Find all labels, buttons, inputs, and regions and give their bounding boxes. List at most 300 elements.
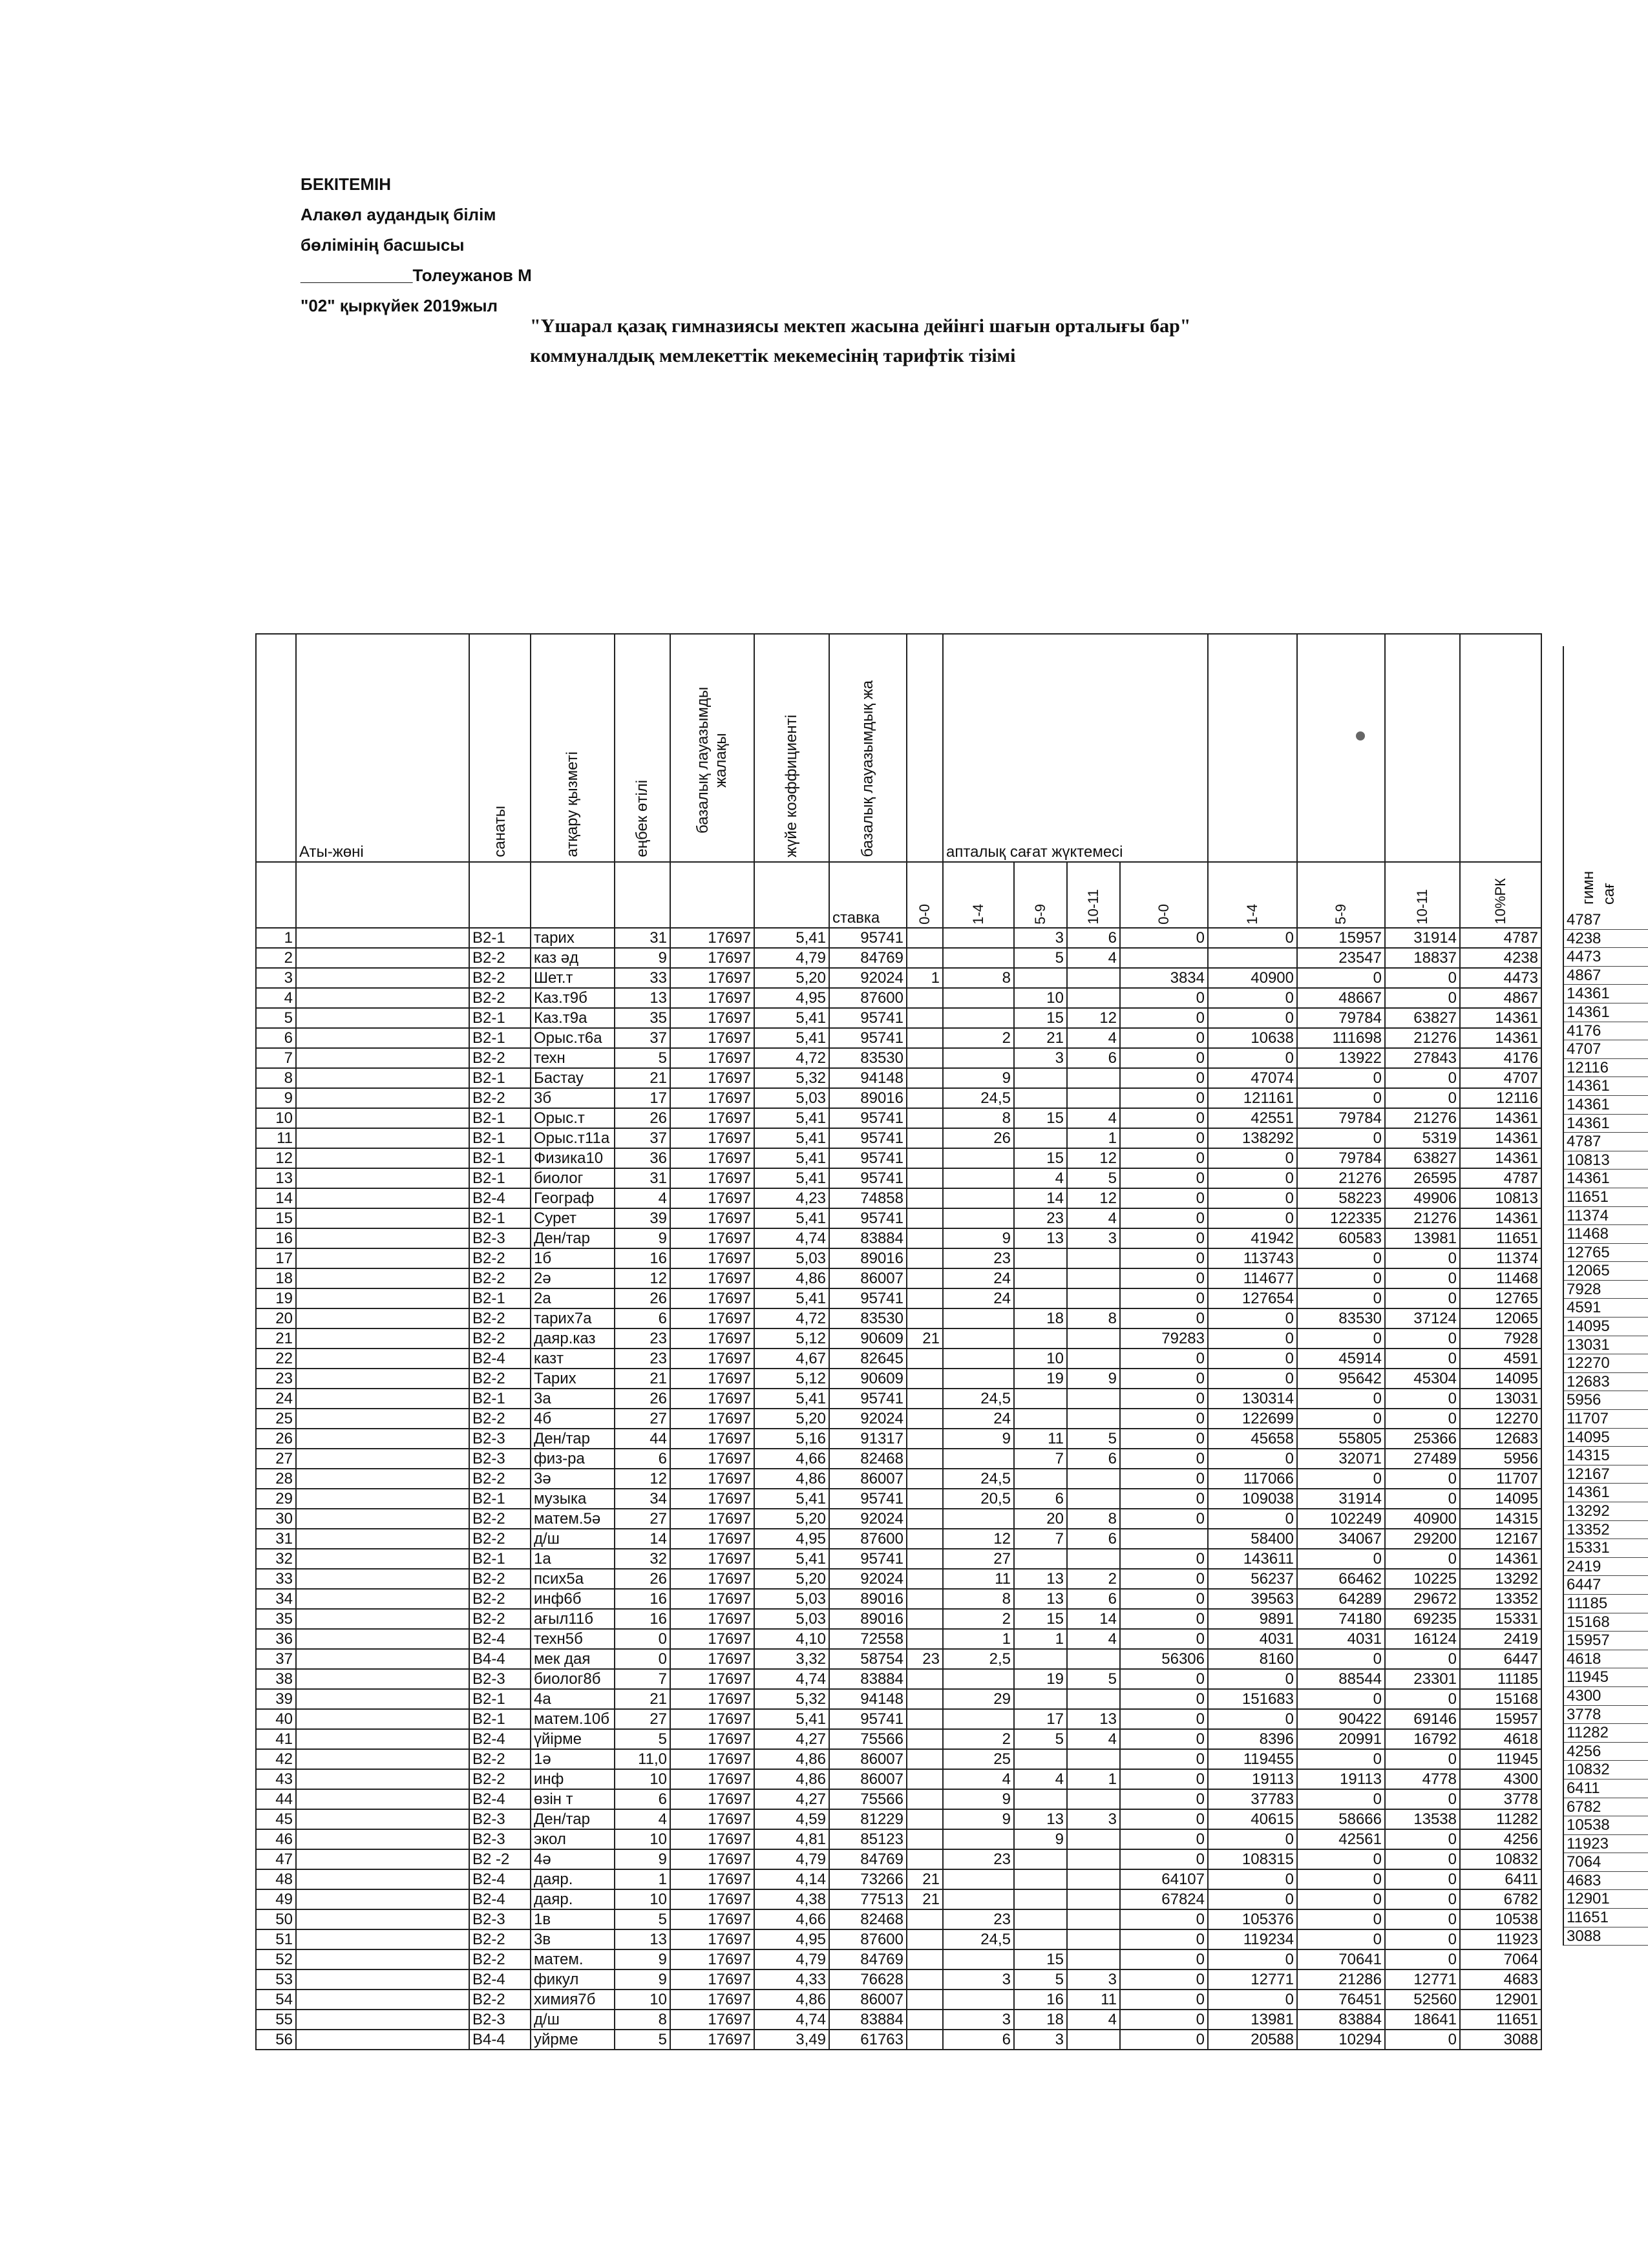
table-cell: 6 xyxy=(1067,1048,1120,1068)
table-cell: Бастау xyxy=(531,1068,615,1088)
table-cell: 17697 xyxy=(670,1409,754,1429)
table-cell: 0 xyxy=(1208,1328,1297,1349)
table-cell: 23 xyxy=(943,1248,1014,1268)
table-cell: 5,32 xyxy=(754,1068,829,1088)
table-cell: 74858 xyxy=(829,1188,907,1208)
table-cell: 11 xyxy=(1014,1429,1067,1449)
table-cell: 29 xyxy=(256,1489,296,1509)
table-cell: В2-2 xyxy=(469,1248,531,1268)
table-cell: 19113 xyxy=(1297,1769,1385,1789)
table-cell: 53 xyxy=(256,1969,296,1990)
table-cell: 119455 xyxy=(1208,1749,1297,1769)
table-cell: 4,33 xyxy=(754,1969,829,1990)
table-cell: 41942 xyxy=(1208,1228,1297,1248)
table-cell: В2-2 xyxy=(469,1990,531,2010)
table-cell: 12771 xyxy=(1385,1969,1460,1990)
table-cell: 10294 xyxy=(1297,2030,1385,2050)
table-cell: В2-1 xyxy=(469,1008,531,1028)
table-cell: 7 xyxy=(615,1669,670,1689)
table-cell: 40 xyxy=(256,1709,296,1729)
table-cell: 42551 xyxy=(1208,1108,1297,1128)
table-cell: 17697 xyxy=(670,1609,754,1629)
right-column-value: 14361 xyxy=(1564,1115,1648,1133)
table-row xyxy=(256,1308,1541,1328)
header-h14: 1-4 xyxy=(943,862,1014,928)
table-cell: 4,72 xyxy=(754,1308,829,1328)
right-column-value: 13292 xyxy=(1564,1502,1648,1521)
table-cell: 26 xyxy=(256,1429,296,1449)
table-cell: 0 xyxy=(1120,1308,1208,1328)
table-cell xyxy=(1067,1389,1120,1409)
table-cell: 23 xyxy=(943,1909,1014,1929)
table-cell: 3 xyxy=(1067,1809,1120,1829)
table-cell xyxy=(1067,1929,1120,1949)
table-cell: 0 xyxy=(1120,1048,1208,1068)
table-cell: 8160 xyxy=(1208,1649,1297,1669)
table-cell: 66462 xyxy=(1297,1569,1385,1589)
table-cell xyxy=(1067,1749,1120,1769)
table-cell: 4,86 xyxy=(754,1749,829,1769)
table-row xyxy=(256,1749,1541,1769)
table-cell: 21276 xyxy=(1385,1028,1460,1048)
table-cell xyxy=(1067,1288,1120,1308)
table-cell: В2-1 xyxy=(469,1128,531,1148)
table-cell: 32 xyxy=(256,1549,296,1569)
table-cell xyxy=(907,1829,943,1849)
table-cell: 5,03 xyxy=(754,1589,829,1609)
table-cell: 67824 xyxy=(1120,1889,1208,1909)
table-cell: В2-1 xyxy=(469,1168,531,1188)
document-title xyxy=(530,311,1190,371)
table-cell: 23301 xyxy=(1385,1669,1460,1689)
table-cell: 19113 xyxy=(1208,1769,1297,1789)
table-cell xyxy=(907,1288,943,1308)
table-cell xyxy=(296,1569,469,1589)
table-cell: 6411 xyxy=(1460,1869,1541,1889)
table-cell: 6 xyxy=(615,1789,670,1809)
table-row xyxy=(256,1449,1541,1469)
table-cell xyxy=(296,1709,469,1729)
table-cell: 17697 xyxy=(670,1809,754,1829)
table-cell: 3834 xyxy=(1120,968,1208,988)
table-cell: 6447 xyxy=(1460,1649,1541,1669)
table-cell: 16 xyxy=(1014,1990,1067,2010)
table-cell: В2-1 xyxy=(469,1389,531,1409)
right-column-value: 14361 xyxy=(1564,1096,1648,1115)
table-cell: 4787 xyxy=(1460,1168,1541,1188)
table-cell: 0 xyxy=(1297,1689,1385,1709)
table-cell xyxy=(1067,1549,1120,1569)
table-cell: 5,41 xyxy=(754,1288,829,1308)
right-column-value: 7064 xyxy=(1564,1853,1648,1872)
table-cell: В2-2 xyxy=(469,1469,531,1489)
table-cell: 24,5 xyxy=(943,1469,1014,1489)
table-cell: 83884 xyxy=(829,2010,907,2030)
table-cell: 17697 xyxy=(670,1168,754,1188)
table-cell: 63827 xyxy=(1385,1148,1460,1168)
table-row xyxy=(256,1889,1541,1909)
table-row xyxy=(256,1609,1541,1629)
table-cell: 0 xyxy=(1120,1849,1208,1869)
table-cell: В2-2 xyxy=(469,988,531,1008)
table-cell: В2-2 xyxy=(469,1929,531,1949)
table-cell: 0 xyxy=(1120,1569,1208,1589)
table-cell: 151683 xyxy=(1208,1689,1297,1709)
table-cell xyxy=(1067,1489,1120,1509)
table-cell: 12 xyxy=(1067,1148,1120,1168)
header-h00: 0-0 xyxy=(907,862,943,928)
table-cell xyxy=(907,1769,943,1789)
table-cell: В4-4 xyxy=(469,1649,531,1669)
table-cell: 0 xyxy=(1385,1469,1460,1489)
table-cell: 0 xyxy=(1385,1869,1460,1889)
table-cell: 6 xyxy=(615,1308,670,1328)
table-cell: 55 xyxy=(256,2010,296,2030)
table-cell: 1 xyxy=(615,1869,670,1889)
table-cell: 0 xyxy=(1297,1409,1385,1429)
table-cell: 92024 xyxy=(829,1569,907,1589)
table-cell xyxy=(296,2010,469,2030)
table-cell: 94148 xyxy=(829,1689,907,1709)
table-cell: 23 xyxy=(256,1369,296,1389)
table-cell xyxy=(1014,1268,1067,1288)
right-column-value: 5956 xyxy=(1564,1391,1648,1410)
table-cell: 0 xyxy=(1297,1469,1385,1489)
header-category: санаты xyxy=(469,634,531,862)
table-cell: 6 xyxy=(1067,1529,1120,1549)
table-cell: 111698 xyxy=(1297,1028,1385,1048)
table-cell: 0 xyxy=(1297,1929,1385,1949)
table-cell xyxy=(296,1409,469,1429)
right-column-value: 4591 xyxy=(1564,1299,1648,1318)
table-cell xyxy=(907,1529,943,1549)
table-cell xyxy=(907,1268,943,1288)
table-cell: 24 xyxy=(943,1409,1014,1429)
table-cell: 39 xyxy=(256,1689,296,1709)
table-cell: даяр.каз xyxy=(531,1328,615,1349)
table-cell: 82468 xyxy=(829,1449,907,1469)
table-cell: 11923 xyxy=(1460,1929,1541,1949)
table-cell: 8 xyxy=(615,2010,670,2030)
table-cell: 56306 xyxy=(1120,1649,1208,1669)
table-cell xyxy=(907,1669,943,1689)
table-cell: матем. xyxy=(531,1949,615,1969)
table-cell: 4,86 xyxy=(754,1769,829,1789)
table-cell: 5,16 xyxy=(754,1429,829,1449)
table-cell: 0 xyxy=(1385,1649,1460,1669)
table-cell: 0 xyxy=(1120,1288,1208,1308)
table-cell: 28 xyxy=(256,1469,296,1489)
table-cell xyxy=(296,1369,469,1389)
table-cell xyxy=(1014,1869,1067,1889)
table-cell: 87600 xyxy=(829,1529,907,1549)
table-cell: 0 xyxy=(1120,1349,1208,1369)
table-cell: В2-1 xyxy=(469,1148,531,1168)
table-cell: каз әд xyxy=(531,948,615,968)
table-cell: 13981 xyxy=(1208,2010,1297,2030)
table-cell: 6 xyxy=(1067,1449,1120,1469)
table-row xyxy=(256,1969,1541,1990)
table-cell: 16792 xyxy=(1385,1729,1460,1749)
table-cell: 11945 xyxy=(1460,1749,1541,1769)
table-cell: 27 xyxy=(256,1449,296,1469)
table-cell: 9 xyxy=(1014,1829,1067,1849)
table-cell: В2-2 xyxy=(469,1949,531,1969)
table-cell: 5 xyxy=(256,1008,296,1028)
table-cell: 2ә xyxy=(531,1268,615,1288)
table-cell: 3 xyxy=(943,2010,1014,2030)
table-cell: 17697 xyxy=(670,1669,754,1689)
table-cell: 8396 xyxy=(1208,1729,1297,1749)
table-cell: 17697 xyxy=(670,1268,754,1288)
table-cell: 0 xyxy=(1385,1949,1460,1969)
table-cell: 5,41 xyxy=(754,1208,829,1228)
table-cell xyxy=(1014,1248,1067,1268)
table-cell: 90609 xyxy=(829,1328,907,1349)
table-cell xyxy=(943,1949,1014,1969)
table-cell: 9 xyxy=(943,1228,1014,1248)
table-cell xyxy=(907,1709,943,1729)
table-cell: 5 xyxy=(615,1048,670,1068)
table-cell: 9 xyxy=(943,1429,1014,1449)
table-cell: 27489 xyxy=(1385,1449,1460,1469)
table-cell: 50 xyxy=(256,1909,296,1929)
table-cell xyxy=(296,1088,469,1108)
table-cell: 81229 xyxy=(829,1809,907,1829)
table-cell xyxy=(296,1909,469,1929)
table-cell: В2-1 xyxy=(469,1108,531,1128)
table-cell: 13 xyxy=(1014,1228,1067,1248)
table-cell xyxy=(296,1188,469,1208)
table-cell: 95741 xyxy=(829,1148,907,1168)
table-cell: 52560 xyxy=(1385,1990,1460,2010)
table-cell: В2-3 xyxy=(469,1429,531,1449)
table-cell xyxy=(943,928,1014,948)
table-cell xyxy=(1014,1849,1067,1869)
table-cell xyxy=(1067,1409,1120,1429)
table-cell: 0 xyxy=(1208,1369,1297,1389)
table-cell: 7 xyxy=(256,1048,296,1068)
approval-line-2: Алакөл аудандық білім xyxy=(301,205,496,224)
table-cell: 90609 xyxy=(829,1369,907,1389)
table-cell: В2-1 xyxy=(469,1689,531,1709)
table-cell: матем.10б xyxy=(531,1709,615,1729)
table-cell: 83884 xyxy=(1297,2010,1385,2030)
table-cell: 4 xyxy=(1067,2010,1120,2030)
table-cell: 4,66 xyxy=(754,1909,829,1929)
table-cell: 95741 xyxy=(829,1288,907,1308)
table-cell xyxy=(907,1489,943,1509)
table-cell: 2 xyxy=(1067,1569,1120,1589)
table-cell: В2-2 xyxy=(469,1509,531,1529)
table-cell: 9 xyxy=(943,1068,1014,1088)
table-cell: 3 xyxy=(1067,1969,1120,1990)
table-cell: инф xyxy=(531,1769,615,1789)
right-column-value: 4618 xyxy=(1564,1650,1648,1669)
table-cell xyxy=(907,1569,943,1589)
table-cell xyxy=(1120,1529,1208,1549)
table-row xyxy=(256,1369,1541,1389)
table-cell: тарих7а xyxy=(531,1308,615,1328)
table-row xyxy=(256,1248,1541,1268)
table-cell: 4 xyxy=(1014,1168,1067,1188)
table-cell: 95741 xyxy=(829,1709,907,1729)
table-cell: 83530 xyxy=(829,1048,907,1068)
table-cell: 0 xyxy=(1385,1929,1460,1949)
table-cell: 10 xyxy=(615,1889,670,1909)
table-cell: 13031 xyxy=(1460,1389,1541,1409)
table-row xyxy=(256,1629,1541,1649)
table-cell: 83530 xyxy=(829,1308,907,1328)
table-cell: 0 xyxy=(1297,1328,1385,1349)
table-cell xyxy=(1014,1328,1067,1349)
table-cell: 86007 xyxy=(829,1268,907,1288)
table-cell: 95741 xyxy=(829,1108,907,1128)
right-column-value: 4787 xyxy=(1564,911,1648,930)
table-cell: 17697 xyxy=(670,1048,754,1068)
table-cell: 24 xyxy=(943,1288,1014,1308)
table-cell: 17697 xyxy=(670,1088,754,1108)
table-cell: 3а xyxy=(531,1389,615,1409)
table-cell: 12065 xyxy=(1460,1308,1541,1328)
table-cell: Орыс.т6а xyxy=(531,1028,615,1048)
table-cell xyxy=(907,1809,943,1829)
table-cell: казт xyxy=(531,1349,615,1369)
table-cell: 12 xyxy=(256,1148,296,1168)
table-cell xyxy=(1067,1469,1120,1489)
table-row xyxy=(256,1148,1541,1168)
table-cell: 3б xyxy=(531,1088,615,1108)
table-cell: 5,03 xyxy=(754,1609,829,1629)
right-column-value: 11651 xyxy=(1564,1188,1648,1207)
table-cell: 45304 xyxy=(1385,1369,1460,1389)
table-cell: 17697 xyxy=(670,1108,754,1128)
table-cell: 12901 xyxy=(1460,1990,1541,2010)
table-cell: 0 xyxy=(1385,1088,1460,1108)
table-cell xyxy=(943,1669,1014,1689)
table-cell: 27 xyxy=(615,1509,670,1529)
approval-block xyxy=(301,169,532,321)
table-cell: 4591 xyxy=(1460,1349,1541,1369)
table-cell xyxy=(1014,1889,1067,1909)
table-cell xyxy=(296,1949,469,1969)
table-cell: 2а xyxy=(531,1288,615,1308)
right-column-value: 13352 xyxy=(1564,1521,1648,1540)
table-cell: 6 xyxy=(1067,1589,1120,1609)
table-cell: 39563 xyxy=(1208,1589,1297,1609)
table-cell: 15 xyxy=(1014,1008,1067,1028)
table-cell: 0 xyxy=(1297,1068,1385,1088)
table-row xyxy=(256,1869,1541,1889)
table-cell: 75566 xyxy=(829,1789,907,1809)
table-cell: 117066 xyxy=(1208,1469,1297,1489)
table-cell: 10 xyxy=(615,1990,670,2010)
table-row xyxy=(256,1489,1541,1509)
table-cell: 17697 xyxy=(670,1288,754,1308)
table-cell: 0 xyxy=(1385,1328,1460,1349)
table-cell: 14361 xyxy=(1460,1128,1541,1148)
table-cell xyxy=(296,1849,469,1869)
table-cell: 15331 xyxy=(1460,1609,1541,1629)
table-cell: 18 xyxy=(256,1268,296,1288)
table-cell: 22 xyxy=(256,1349,296,1369)
table-cell: 95741 xyxy=(829,1549,907,1569)
table-cell: 69146 xyxy=(1385,1709,1460,1729)
table-cell: 21276 xyxy=(1385,1208,1460,1228)
table-cell xyxy=(296,1789,469,1809)
table-cell: 5 xyxy=(1014,1969,1067,1990)
table-cell: 0 xyxy=(1120,1949,1208,1969)
table-cell xyxy=(1014,1409,1067,1429)
table-row xyxy=(256,1328,1541,1349)
table-cell: 0 xyxy=(1385,1288,1460,1308)
table-cell xyxy=(296,1108,469,1128)
table-cell: 91317 xyxy=(829,1429,907,1449)
table-cell: 4,86 xyxy=(754,1990,829,2010)
table-cell: В2-3 xyxy=(469,1829,531,1849)
table-cell: 0 xyxy=(1120,1188,1208,1208)
table-cell: 31914 xyxy=(1385,928,1460,948)
table-cell: 26 xyxy=(615,1288,670,1308)
table-cell: 17697 xyxy=(670,988,754,1008)
table-cell: үйірме xyxy=(531,1729,615,1749)
table-cell: 86007 xyxy=(829,1749,907,1769)
table-cell xyxy=(907,1148,943,1168)
table-cell: 17697 xyxy=(670,1188,754,1208)
table-cell: 0 xyxy=(1385,1409,1460,1429)
table-cell xyxy=(296,1589,469,1609)
table-cell: 74180 xyxy=(1297,1609,1385,1629)
table-cell xyxy=(943,1449,1014,1469)
table-cell: В2-4 xyxy=(469,1789,531,1809)
table-cell: 72558 xyxy=(829,1629,907,1649)
table-cell xyxy=(296,1228,469,1248)
table-cell: В2-4 xyxy=(469,1349,531,1369)
table-cell: 0 xyxy=(1120,1248,1208,1268)
table-cell xyxy=(907,2010,943,2030)
table-cell: 27 xyxy=(615,1409,670,1429)
table-cell: 1в xyxy=(531,1909,615,1929)
table-row xyxy=(256,1709,1541,1729)
table-cell: 1ә xyxy=(531,1749,615,1769)
table-cell: 14315 xyxy=(1460,1509,1541,1529)
table-cell xyxy=(943,1048,1014,1068)
table-cell: 10 xyxy=(1014,1349,1067,1369)
table-cell: 31 xyxy=(256,1529,296,1549)
table-cell: 4,79 xyxy=(754,948,829,968)
table-cell: 20991 xyxy=(1297,1729,1385,1749)
table-cell: 119234 xyxy=(1208,1929,1297,1949)
table-cell: ағыл11б xyxy=(531,1609,615,1629)
table-cell: 17 xyxy=(1014,1709,1067,1729)
table-cell xyxy=(1014,1469,1067,1489)
table-cell xyxy=(296,1028,469,1048)
table-cell: 49906 xyxy=(1385,1188,1460,1208)
right-column-value: 6411 xyxy=(1564,1780,1648,1798)
approval-line-4: ____________Толеужанов М xyxy=(301,266,532,285)
table-cell: 15 xyxy=(1014,1609,1067,1629)
table-cell xyxy=(907,1168,943,1188)
table-cell: 4 xyxy=(1067,1208,1120,1228)
table-row xyxy=(256,1409,1541,1429)
table-cell: 12765 xyxy=(1460,1288,1541,1308)
table-cell: 0 xyxy=(1208,1308,1297,1328)
table-cell: 90422 xyxy=(1297,1709,1385,1729)
table-cell: 0 xyxy=(1385,1268,1460,1288)
right-column-value: 12765 xyxy=(1564,1244,1648,1263)
header-rate: ставка xyxy=(829,862,907,928)
table-cell xyxy=(1067,968,1120,988)
